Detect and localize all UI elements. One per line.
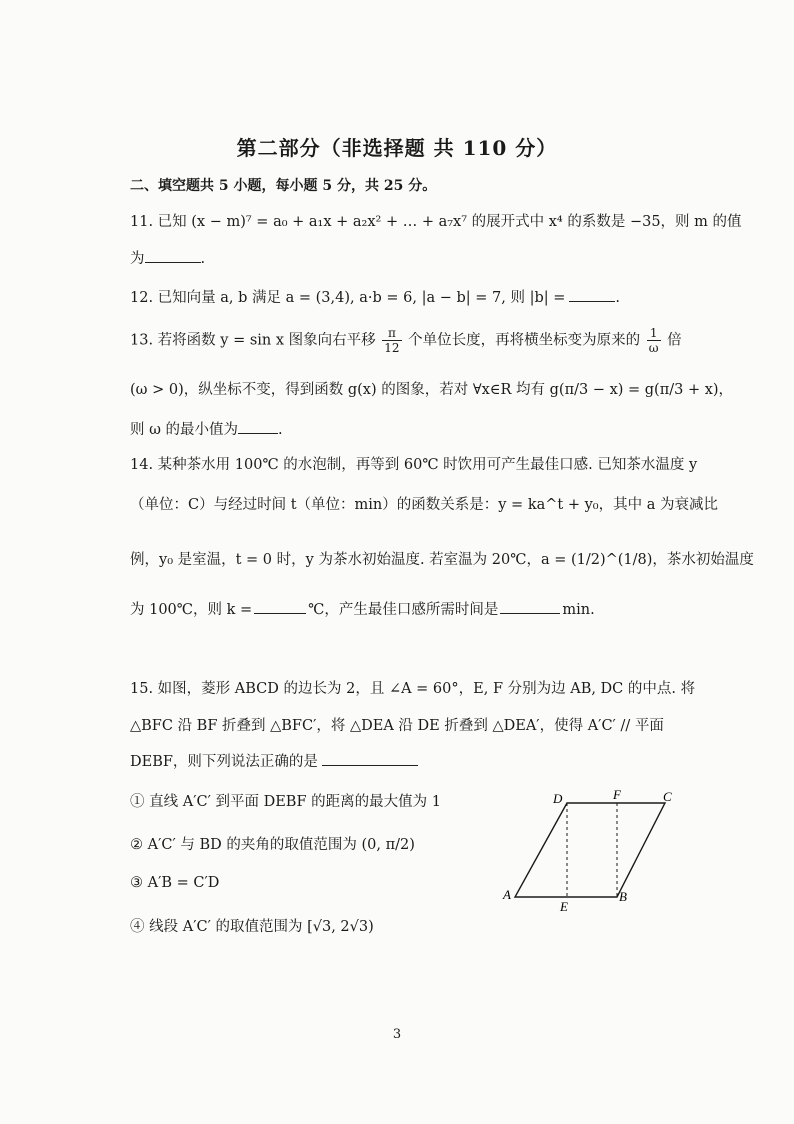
q15-option-4: ④ 线段 A′C′ 的取值范围为 [√3, 2√3) xyxy=(130,919,374,935)
section-heading: 二、填空题共 5 小题，每小题 5 分，共 25 分。 xyxy=(130,178,437,194)
q11-line1: 11. 已知 (x − m)⁷ = a₀ + a₁x + a₂x² + … + a₇x⁷ 的展开式中 x⁴ 的系数是 −35，则 m 的值 xyxy=(130,214,742,230)
q14-text-b: ℃，产生最佳口感所需时间是 xyxy=(308,602,499,618)
q14-line4 xyxy=(130,598,595,619)
q11-prefix: 为 xyxy=(130,251,145,267)
label-c: C xyxy=(663,789,672,804)
q13-suffix: . xyxy=(278,422,283,438)
label-a: A xyxy=(503,887,511,902)
q13-text-c: 倍 xyxy=(667,332,682,349)
label-b: B xyxy=(619,889,627,904)
q15-option-2: ② A′C′ 与 BD 的夹角的取值范围为 (0, π/2) xyxy=(130,837,415,853)
q14-text-c: min. xyxy=(562,602,595,618)
q12-suffix: . xyxy=(615,290,620,306)
page-number: 3 xyxy=(392,1027,402,1042)
q11-suffix: . xyxy=(200,251,206,267)
q15-answer-blank[interactable] xyxy=(322,751,418,766)
q12-line xyxy=(130,286,620,307)
q15-line3 xyxy=(130,750,418,771)
q11-answer-blank[interactable] xyxy=(145,248,201,263)
q14-line2: （单位：C）与经过时间 t（单位：min）的函数关系是：y = ka^t + y₀，其中 a 为衰减比 xyxy=(130,497,718,513)
q13-frac-1-omega xyxy=(647,326,661,355)
q13-text-a: 13. 若将函数 y = sin x 图象向右平移 xyxy=(130,332,376,349)
part-title: 第二部分（非选择题 共 110 分） xyxy=(236,136,558,160)
q13-text-b: 个单位长度，再将横坐标变为原来的 xyxy=(408,332,641,349)
frac-den: 12 xyxy=(384,341,400,355)
q13-answer-blank[interactable] xyxy=(238,419,278,434)
q14-time-blank[interactable] xyxy=(500,599,560,614)
q12-text: 12. 已知向量 a, b 满足 a = (3,4), a·b = 6, |a − b| = 7, 则 |b| = xyxy=(130,290,566,306)
rhombus-outline xyxy=(515,803,665,897)
q15-line2: △BFC 沿 BF 折叠到 △BFC′，将 △DEA 沿 DE 折叠到 △DEA′，使得 A′C′ // 平面 xyxy=(130,718,664,734)
q13-prefix: 则 ω 的最小值为 xyxy=(130,422,239,438)
label-f: F xyxy=(613,787,621,802)
label-d: D xyxy=(553,791,563,806)
frac-num: π xyxy=(382,326,401,341)
rhombus-figure xyxy=(495,785,695,915)
q12-answer-blank[interactable] xyxy=(569,287,615,302)
frac-den: ω xyxy=(648,341,659,355)
q14-text-a: 为 100℃，则 k = xyxy=(130,602,253,618)
q13-line2: (ω > 0)，纵坐标不变，得到函数 g(x) 的图象，若对 ∀x∈R 均有 g(π/3 − x) = g(π/3 + x)， xyxy=(130,382,734,398)
q15-prefix: DEBF，则下列说法正确的是 xyxy=(130,754,318,770)
q13-line1 xyxy=(130,326,682,355)
label-e: E xyxy=(560,899,568,914)
q13-line3 xyxy=(130,418,283,439)
q11-line2 xyxy=(130,247,205,268)
q13-frac-pi-12 xyxy=(382,326,401,355)
q15-line1: 15. 如图，菱形 ABCD 的边长为 2，且 ∠A = 60°，E, F 分别为边 AB, DC 的中点. 将 xyxy=(130,681,696,697)
frac-num: 1 xyxy=(647,326,661,341)
q15-option-1: ① 直线 A′C′ 到平面 DEBF 的距离的最大值为 1 xyxy=(130,794,441,810)
q15-option-3: ③ A′B = C′D xyxy=(130,875,220,891)
q14-line3: 例，y₀ 是室温，t = 0 时，y 为茶水初始温度. 若室温为 20℃，a = (1/2)^(1/8)，茶水初始温度 xyxy=(130,552,754,568)
q14-line1: 14. 某种茶水用 100℃ 的水泡制，再等到 60℃ 时饮用可产生最佳口感. 已知茶水温度 y xyxy=(130,457,698,473)
q14-k-blank[interactable] xyxy=(254,599,306,614)
